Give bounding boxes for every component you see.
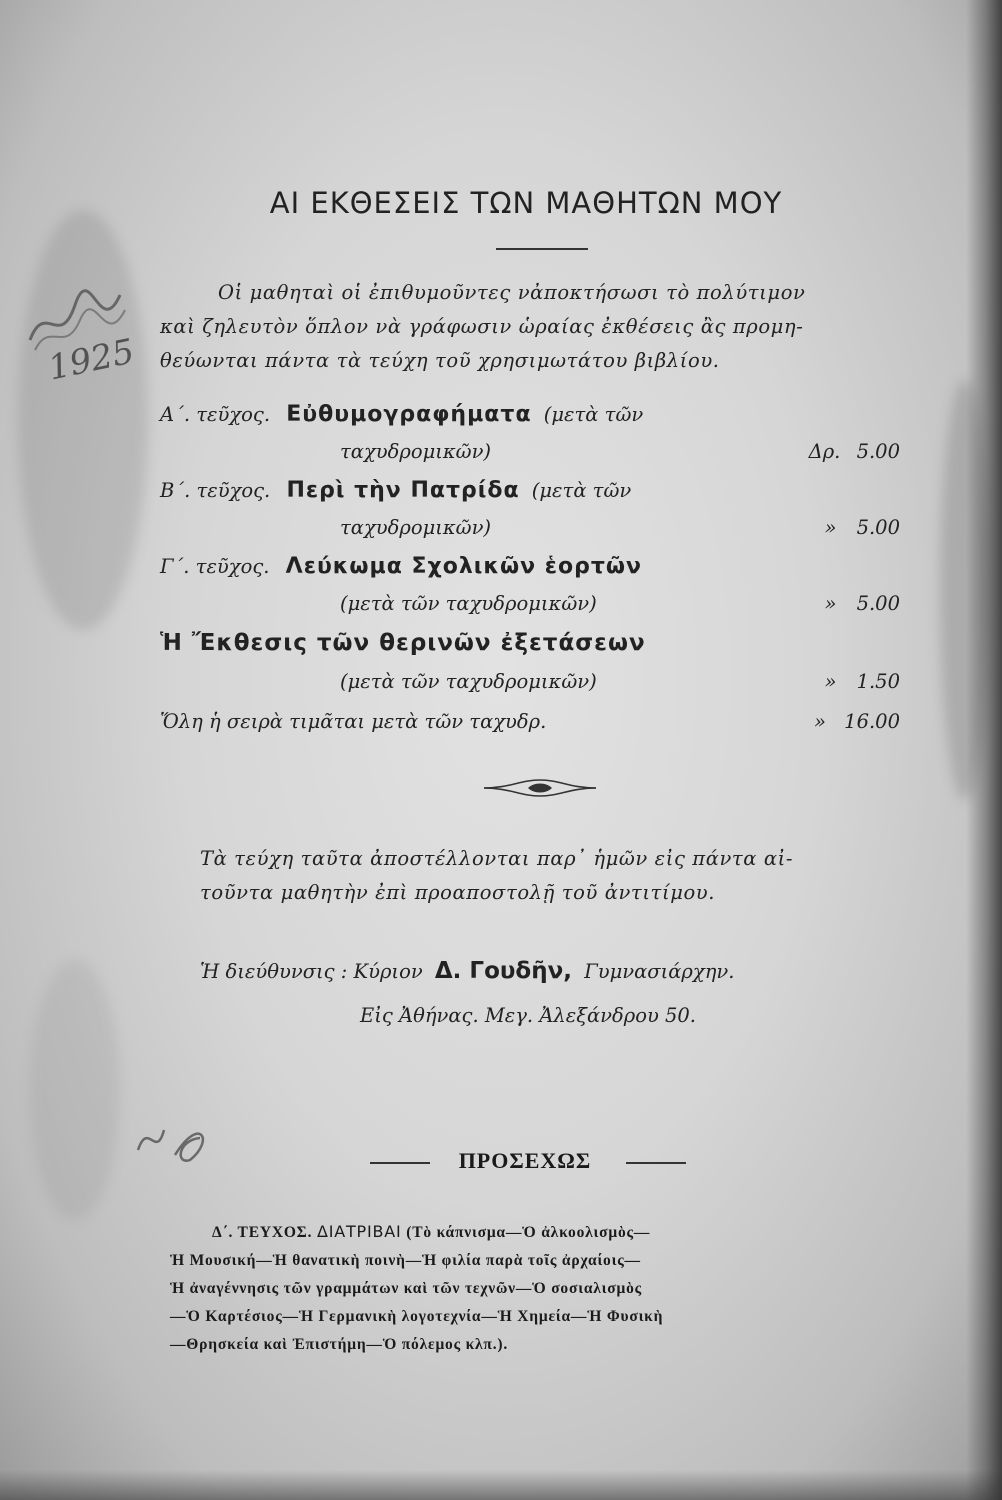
issue-note: ταχυδρομικῶν) — [340, 516, 492, 539]
handwritten-year: 1925 — [44, 331, 138, 389]
issue-title: Ἡ Ἔκθεσις τῶν θερινῶν ἐξετάσεων — [160, 630, 646, 656]
catalog-item-c-line2 — [160, 592, 906, 630]
notice-rule-right — [626, 1162, 686, 1164]
paper-edge-shadow — [966, 0, 1002, 1500]
pencil-scribble — [20, 280, 130, 360]
title-divider — [496, 248, 588, 250]
notice-issue-number: Δ΄. ΤΕΥΧΟΣ. — [212, 1224, 313, 1241]
notice-topics: (Τὸ κάπνισμα—Ὁ ἀλκοολισμὸς— — [406, 1224, 651, 1241]
issue-price — [824, 670, 900, 693]
price-value: 5.00 — [856, 592, 900, 615]
total-price — [814, 710, 900, 733]
address-city-line — [360, 1004, 696, 1027]
address-line — [200, 958, 734, 984]
intro-line: καὶ ζηλευτὸν ὅπλον νὰ γράφωσιν ὡραίας ἐκθέσεις ἂς προμη- — [160, 315, 804, 338]
ornament-divider — [480, 770, 600, 806]
shipping-paragraph — [200, 842, 912, 910]
shipping-line: τοῦντα μαθητὴν ἐπὶ προαποστολῇ τοῦ ἀντιτίμου. — [200, 881, 716, 904]
issue-note: (μετὰ τῶν ταχυδρομικῶν) — [340, 592, 597, 615]
intro-line: θεύωνται πάντα τὰ τεύχη τοῦ χρησιμωτάτου βιβλίου. — [160, 349, 720, 372]
address-label: Ἡ διεύθυνσις : Κύριον — [200, 960, 423, 983]
issue-note: ταχυδρομικῶν) — [340, 440, 492, 463]
notice-line: Ἡ ἀναγέννησις τῶν γραμμάτων καὶ τῶν τεχνῶν—Ὁ σοσιαλισμὸς — [170, 1280, 642, 1297]
currency: Δρ. — [808, 440, 841, 463]
address-name: Δ. Γουδῆν, — [434, 958, 572, 984]
issue-note: (μετὰ τῶν ταχυδρομικῶν) — [340, 670, 597, 693]
catalog-item-d-line2 — [160, 670, 906, 708]
notice-issue-title: ΔΙΑΤΡΙΒΑΙ — [316, 1222, 402, 1241]
issue-number: Β΄. τεῦχος. — [160, 479, 271, 502]
issue-title: Εὐθυμογραφήματα — [286, 402, 532, 427]
total-label: Ὅλη ἡ σειρὰ τιμᾶται μετὰ τῶν ταχυδρ. — [160, 710, 547, 733]
currency: » — [824, 670, 837, 693]
catalog-item-c — [160, 554, 906, 592]
address-city: Εἰς Ἀθήνας. Μεγ. Ἀλεξάνδρου 50. — [360, 1004, 697, 1027]
issue-number: Α΄. τεῦχος. — [160, 403, 271, 426]
catalog-item-b — [160, 478, 906, 516]
shipping-line: Τὰ τεύχη ταῦτα ἀποστέλλονται παρ᾽ ἡμῶν εἰς πάντα αἰ- — [200, 847, 794, 870]
issue-note: (μετὰ τῶν — [543, 403, 644, 426]
price-value: 16.00 — [844, 710, 900, 733]
currency: » — [824, 516, 837, 539]
catalog-total — [160, 710, 906, 748]
price-value: 1.50 — [856, 670, 900, 693]
address-role: Γυμνασιάρχην. — [584, 960, 735, 983]
paper-edge-shadow — [0, 1470, 1002, 1500]
notice-line — [170, 1218, 910, 1247]
currency: » — [824, 592, 837, 615]
paper-stain — [18, 210, 148, 630]
issue-price — [824, 516, 900, 539]
issue-title: Λεύκωμα Σχολικῶν ἑορτῶν — [285, 554, 642, 579]
intro-line: Οἱ μαθηταὶ οἱ ἐπιθυμοῦντες νἀποκτήσωσι τὸ πολύτιμον — [218, 281, 806, 304]
page-title: ΑΙ ΕΚΘΕΣΕΙΣ ΤΩΝ ΜΑΘΗΤΩΝ ΜΟΥ — [269, 186, 783, 220]
catalog-item-a-line2 — [160, 440, 906, 478]
price-value: 5.00 — [856, 516, 900, 539]
paper-stain — [30, 960, 120, 1220]
currency: » — [814, 710, 826, 733]
catalog-item-b-line2 — [160, 516, 906, 554]
issue-price — [824, 592, 900, 615]
issue-price — [809, 440, 900, 463]
issue-title: Περὶ τὴν Πατρίδα — [286, 478, 520, 503]
catalog-item-a — [160, 402, 906, 440]
notice-paragraph — [170, 1218, 910, 1359]
issue-number: Γ΄. τεῦχος. — [160, 555, 270, 578]
catalog-item-d — [160, 630, 906, 668]
intro-paragraph — [160, 276, 912, 378]
notice-title: ΠΡΟΣΕΧΩΣ — [458, 1148, 592, 1173]
price-value: 5.00 — [856, 440, 900, 463]
notice-line: Ἡ Μουσική—Ἡ θανατικὴ ποινὴ—Ἡ φιλία παρὰ τοῖς ἀρχαίοις— — [170, 1252, 641, 1269]
notice-line: —Θρησκεία καὶ Ἐπιστήμη—Ὁ πόλεμος κλπ.). — [170, 1336, 509, 1353]
notice-line: —Ὁ Καρτέσιος—Ἡ Γερμανικὴ λογοτεχνία—Ἡ Χημεία—Ἡ Φυσικὴ — [170, 1308, 664, 1325]
issue-note: (μετὰ τῶν — [531, 479, 632, 502]
